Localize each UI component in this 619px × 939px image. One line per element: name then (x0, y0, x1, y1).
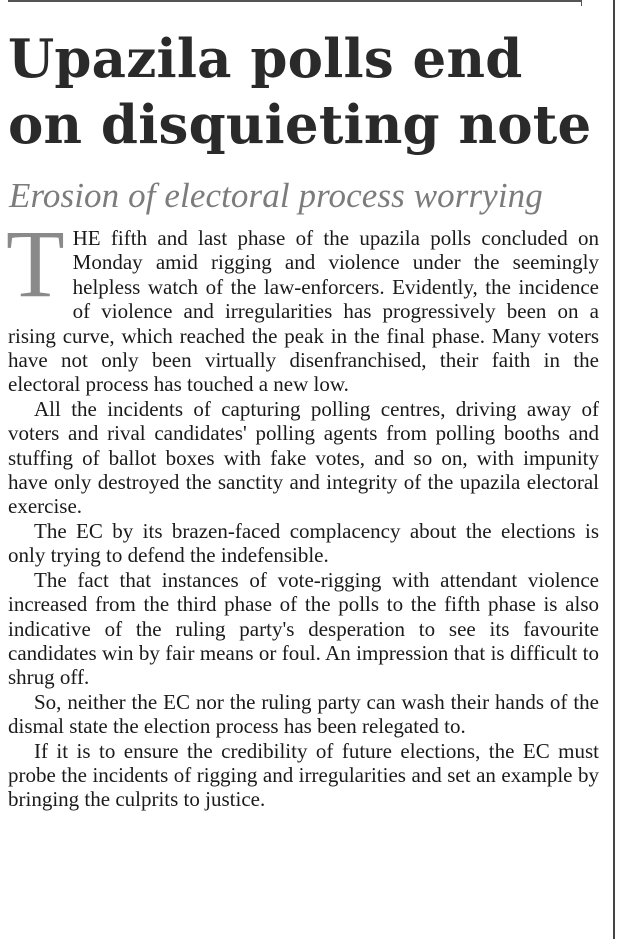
paragraph-2: All the incidents of capturing polling centres, driving away of voters and rival candidates' polling agents from polling booths and stuffing of ballot boxes with fake votes, and so on, with impunity have only destroyed the sanctity and integrity of the upazila electoral exercise. (8, 396, 599, 519)
top-border-rule (8, 0, 581, 2)
headline-line-1: Upazila polls end (8, 28, 523, 90)
paragraph-5: So, neither the EC nor the ruling party can wash their hands of the dismal state the election process has been relegated to. (8, 689, 599, 739)
headline-line-2: on disquieting note (8, 94, 592, 156)
paragraph-1 (6, 210, 599, 397)
paragraph-1-text: HE fifth and last phase of the upazila polls concluded on Monday amid rigging and violence under the seemingly helpless watch of the law-enforcers. Evidently, the incidence of violence and irregularities has progressively been on a rising curve, which reached the peak in the final phase. Many voters have not only been virtually disenfranchised, their faith in the electoral process has touched a new low. (8, 226, 599, 397)
headline (8, 26, 608, 158)
paragraph-4: The fact that instances of vote-rigging with attendant violence increased from the third phase of the polls to the fifth phase is also indicative of the ruling party's desperation to see its favourite candidates win by fair means or foul. An impression that is difficult to shrug off. (8, 567, 599, 690)
paragraph-3: The EC by its brazen-faced complacency about the elections is only trying to defend the indefensible. (8, 518, 599, 568)
right-column-rule (613, 0, 615, 939)
top-corner-tick (581, 0, 582, 6)
article-body (6, 210, 599, 812)
paragraph-6: If it is to ensure the credibility of future elections, the EC must probe the incidents of rigging and irregularities and set an example by bringing the culprits to justice. (8, 738, 599, 812)
subheadline: Erosion of electoral process worrying (9, 176, 543, 215)
drop-cap: T (6, 210, 65, 317)
